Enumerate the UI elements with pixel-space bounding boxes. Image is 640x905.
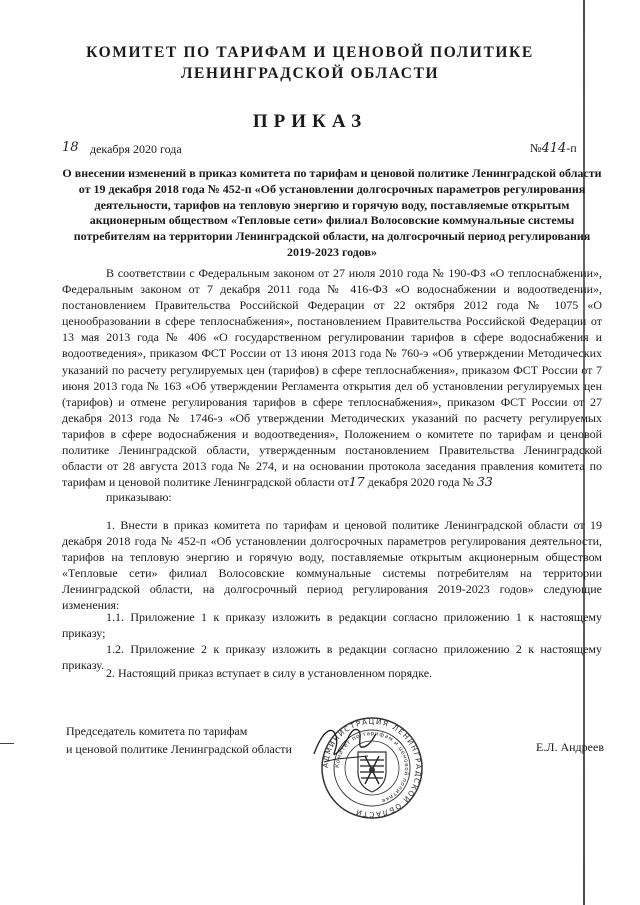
order-number-prefix: № [530, 141, 542, 155]
signer-name: Е.Л. Андреев [536, 740, 604, 754]
committee-name-line2: ЛЕНИНГРАДСКОЙ ОБЛАСТИ [180, 65, 440, 82]
handwritten-signature [310, 712, 380, 772]
item-1-2: 1.2. Приложение 2 к приказу изложить в редакции согласно приложению 2 к настоящему приказу. [62, 642, 602, 673]
order-number-suffix: -п [566, 141, 577, 155]
order-date-text: декабря 2020 года [90, 142, 182, 156]
meeting-day: 17 [348, 474, 365, 490]
item-1: 1. Внести в приказ комитета по тарифам и ценовой политике Ленинградской области от 19 декабря 2018 года № 452-п «Об установлении долгосрочных параметров регулирования деятельности, тарифов на тепловую энергию и горячую воду, поставляемые открытым акционерным обществом «Тепловые сети» филиал Волосовские коммунальные системы потребителям на территории Ленинградской области, на долгосрочный период регулирования 2019-2023 годов» следующие изменения: [62, 518, 602, 613]
signer-position [66, 722, 292, 758]
meeting-mid: декабря 2020 года № [367, 475, 474, 490]
date-line [62, 140, 602, 160]
order-subject: О внесении изменений в приказ комитета по тарифам и ценовой политике Ленинградской области от 19 декабря 2018 года № 452-п «Об установлении долгосрочных параметров регулирования деятельности, тарифов на тепловую энергию и горячую воду, поставляемые открытым акционерным обществом «Тепловые сети» филиал Волосовские коммунальные системы потребителям на территории Ленинградской области, на долгосрочный период регулирования 2019-2023 годов» [62, 166, 602, 259]
decree-word: приказываю: [106, 490, 172, 504]
order-number-value: 414 [541, 141, 567, 156]
seal-outer-text: АДМИНИСТРАЦИЯ ЛЕНИНГРАДСКОЙ ОБЛАСТИ [320, 716, 424, 820]
meeting-number: 33 [476, 474, 493, 490]
order-date-day: 18 [62, 140, 79, 155]
committee-header [40, 42, 580, 84]
preamble-paragraph [62, 265, 602, 490]
document-title: ПРИКАЗ [252, 111, 368, 132]
signer-position-line2: и ценовой политике Ленинградской области [66, 742, 292, 756]
order-number [530, 141, 577, 156]
item-2: 2. Настоящий приказ вступает в силу в установленном порядке. [106, 666, 433, 680]
signer-position-line1: Председатель комитета по тарифам [66, 724, 248, 738]
seal-inner-text: Комитет по тарифам и ценовой политике [334, 730, 410, 804]
committee-name-line1: КОМИТЕТ ПО ТАРИФАМ И ЦЕНОВОЙ ПОЛИТИКЕ [86, 44, 534, 61]
item-1-1: 1.1. Приложение 1 к приказу изложить в редакции согласно приложению 1 к настоящему приказу; [62, 610, 602, 641]
scan-edge-mark [0, 743, 14, 744]
preamble-text: В соответствии с Федеральным законом от 27 июля 2010 года № 190-ФЗ «О теплоснабжении», Федеральным законом от 7 декабря 2011 года № 416-ФЗ «О водоснабжении и водоотведении», постановлением Правительства Российской Федерации от 22 октября 2012 года № 1075 «О ценообразовании в сфере теплоснабжения», постановлением Правительства Российской Федерации от 13 мая 2013 года № 406 «О государственном регулировании тарифов в сфере водоснабжения и водоотведения», приказом ФСТ России от 13 июня 2013 года № 760-э «Об утверждении Методических указаний по расчету регулируемых цен (тарифов) в сфере теплоснабжения», приказом ФСТ России от 7 июня 2013 года № 163 «Об утверждении Регламента открытия дел об установлении регулируемых цен (тарифов) и отмене регулирования тарифов в сфере теплоснабжения», приказом ФСТ России от 27 декабря 2013 года № 1746-э «Об утверждении Методических указаний по расчету регулируемых тарифов в сфере водоснабжения и водоотведения», Положением о комитете по тарифам и ценовой политике Ленинградской области, утвержденным постановлением Правительства Ленинградской области от 28 августа 2013 года № 274, и на основании протокола заседания правления комитета по тарифам и ценовой политике Ленинградской области от [62, 266, 602, 490]
